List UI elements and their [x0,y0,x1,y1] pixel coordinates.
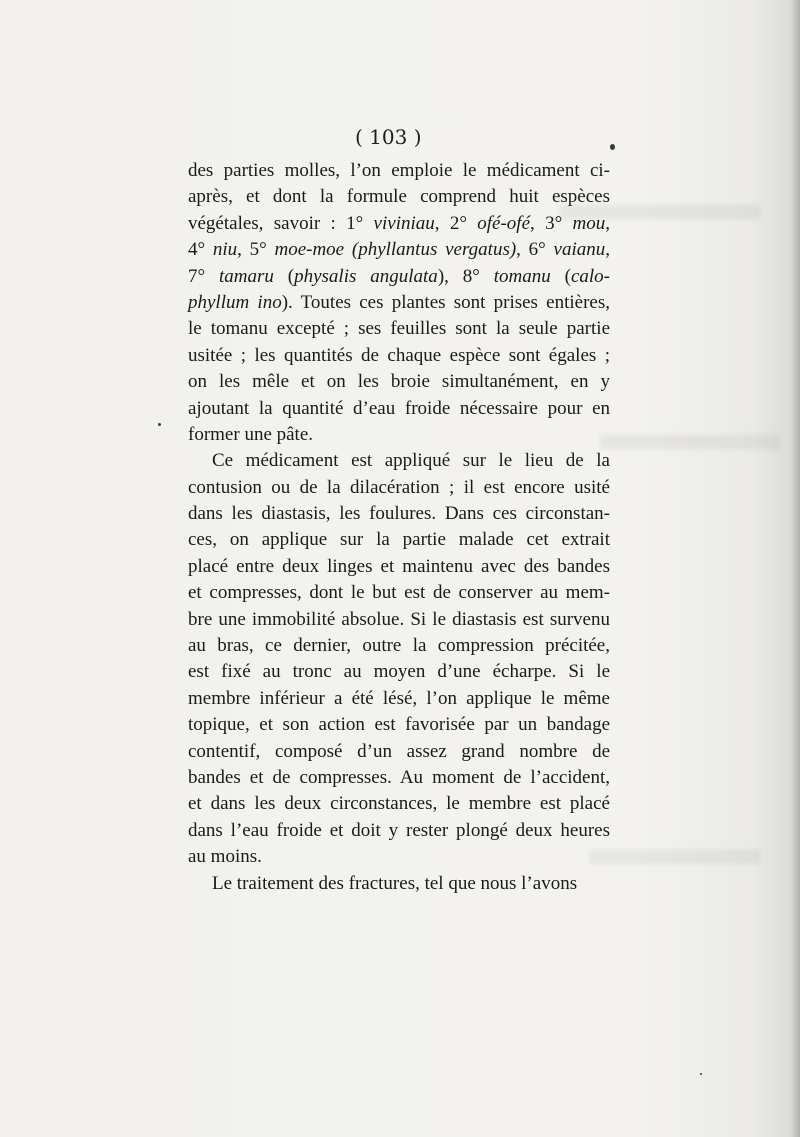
italic-term: phyllum ino [188,291,282,313]
text-run: , 5° [237,239,275,261]
italic-term: mou [572,212,606,234]
text-line [188,396,610,422]
text-line [188,448,610,474]
italic-term: calo- [570,265,610,287]
text-line [188,554,610,580]
italic-term: viviniau [373,212,435,234]
text-run: , [605,239,610,261]
text-run: est fixé au tronc au moyen d’une écharpe. Si le [188,661,610,683]
text-run: placé entre deux linges et maintenu avec des bandes [188,555,610,577]
text-run: le tomanu excepté ; ses feuilles sont la seule partie [188,318,610,340]
text-run: 7° [188,265,219,287]
text-run: usitée ; les quantités de chaque espèce sont égales ; [188,344,610,366]
text-run: et compresses, dont le but est de conserver au mem- [188,582,610,604]
text-line [188,290,610,316]
paragraph [188,158,610,448]
text-line [188,211,610,237]
text-run: ces, on applique sur la partie malade cet extrait [188,529,610,551]
ink-speck [158,423,161,426]
text-run: et dans les deux circonstances, le membre est placé [188,793,610,815]
show-through-ink [600,435,780,449]
text-run: , [605,212,610,234]
text-line [188,237,610,263]
text-line [188,316,610,342]
text-line [188,712,610,738]
italic-term: ofé-ofé [477,212,531,234]
text-run: ), 8° [437,265,494,287]
text-line [188,844,610,870]
text-run: ( [550,265,571,287]
text-line [188,791,610,817]
text-run: Ce médicament est appliqué sur le lieu de la [212,450,610,472]
text-run: bandes et de compresses. Au moment de l’accident, [188,766,610,788]
text-run: 4° [188,239,213,261]
text-run: contentif, composé d’un assez grand nombre de [188,740,610,762]
text-run: ). Toutes ces plantes sont prises entières, [281,291,610,313]
text-line [188,158,610,184]
text-run: , 6° [516,239,554,261]
text-line [188,739,610,765]
text-run: au bras, ce dernier, outre la compression précitée, [188,635,610,657]
text-run: au moins. [188,846,262,868]
text-run: après, et dont la formule comprend huit espèces [188,186,610,208]
text-line [188,422,610,448]
text-run: former une pâte. [188,423,314,445]
text-line [188,659,610,685]
body-text [188,158,610,897]
text-line [188,607,610,633]
italic-term: tamaru [218,265,274,287]
italic-term: moe-moe (phyllantus vergatus) [274,239,517,261]
ink-speck [700,1073,702,1075]
text-line [188,184,610,210]
text-line [188,580,610,606]
italic-term: physalis angulata [294,265,438,287]
text-line [188,369,610,395]
italic-term: niu [212,239,238,261]
text-line [188,765,610,791]
ink-speck [610,144,615,150]
show-through-ink [590,850,760,864]
text-line [188,264,610,290]
text-line [188,343,610,369]
text-run: des parties molles, l’on emploie le médicament ci- [188,160,610,181]
text-run: dans les diastasis, les foulures. Dans ces circonstan- [188,503,610,525]
text-run: on les mêle et on les broie simultanément, en y [188,371,610,393]
text-line [188,527,610,553]
italic-term: tomanu [493,265,551,287]
text-run: , 3° [530,212,573,234]
paragraph [188,871,610,897]
paragraph [188,448,610,870]
text-run: bre une immobilité absolue. Si le diastasis est survenu [188,608,610,630]
text-line [188,633,610,659]
text-run: membre inférieur a été lésé, l’on applique le même [188,687,610,709]
page-number: ( 103 ) [355,125,422,149]
text-line [188,871,610,897]
text-run: , 2° [434,212,478,234]
text-run: Le traitement des fractures, tel que nous l’avons [212,872,578,894]
page-edge-shadow [790,0,800,1137]
text-line [188,501,610,527]
text-run: contusion ou de la dilacération ; il est encore usité [188,476,610,498]
text-run: ( [273,265,295,287]
text-run: topique, et son action est favorisée par un bandage [188,714,610,736]
text-run: dans l’eau froide et doit y rester plongé deux heures [188,819,610,841]
text-run: végétales, savoir : 1° [188,212,374,234]
text-line [188,475,610,501]
text-run: ajoutant la quantité d’eau froide nécessaire pour en [188,397,610,419]
text-line [188,818,610,844]
italic-term: vaianu [553,239,606,261]
text-line [188,686,610,712]
